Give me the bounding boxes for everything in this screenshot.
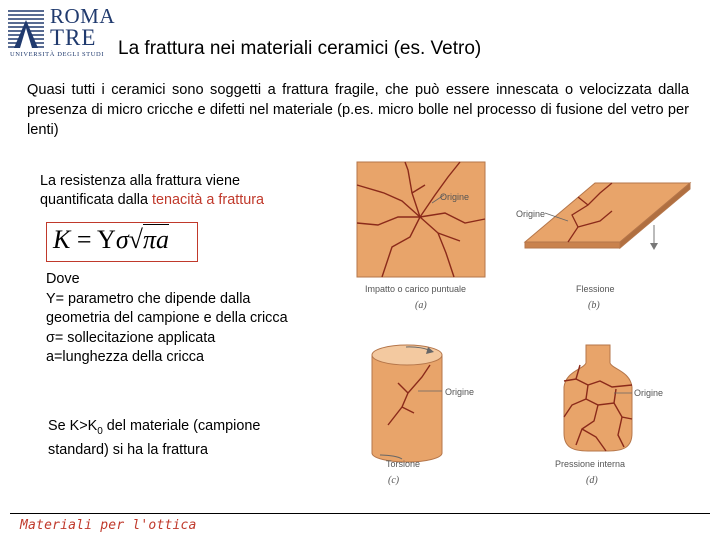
fracture-modes-figure: [350, 155, 710, 500]
def-sigma-text: = sollecitazione applicata: [54, 329, 216, 346]
resistance-line-1: La resistenza alla frattura viene: [40, 173, 240, 189]
panel-a: [357, 162, 485, 311]
panel-c: [372, 345, 474, 486]
logo-roma: ROMA: [50, 4, 116, 28]
def-a: a=lunghezza della cricca: [46, 349, 204, 365]
def-y: Y= parametro che dipende dalla: [46, 290, 251, 307]
condition-line-1: [48, 417, 260, 441]
panel-c-top: [372, 345, 442, 365]
resistance-line-2-prefix: quantificata dalla: [40, 192, 153, 208]
university-logo: [6, 4, 116, 58]
definitions-block: [46, 270, 288, 368]
panel-a-origin: Origine: [440, 192, 470, 202]
slide-title: La frattura nei materiali ceramici (es. Vetro): [118, 38, 482, 59]
intro-paragraph: Quasi tutti i ceramici sono soggetti a frattura fragile, che può essere innescata o velocizzata dalla presenza di micro cricche e difetti nel materiale (p.es. micro bolle nel processo di fusione del vetro per lenti): [27, 82, 689, 138]
panel-d-origin: Origine: [634, 388, 664, 398]
panel-a-caption: Impatto o carico puntuale: [365, 284, 467, 294]
formula-sqrt: √: [128, 225, 143, 254]
panel-d-caption: Pressione interna: [555, 459, 626, 469]
panel-b-front: [525, 242, 620, 248]
formula-k: K: [53, 225, 71, 254]
def-sigma-symbol: σ: [46, 329, 55, 346]
panel-b-caption: Flessione: [576, 284, 615, 294]
panel-d: [555, 345, 663, 486]
def-y-2: geometria del campione e della cricca: [46, 310, 288, 326]
def-dove: Dove: [46, 271, 80, 287]
condition-line-2: standard) si ha la frattura: [48, 442, 208, 459]
logo-tre: TRE: [50, 25, 97, 50]
formula-sigma: σ: [115, 225, 129, 254]
panel-b: [516, 183, 690, 311]
panel-c-letter: (c): [388, 475, 400, 486]
footer-divider: [10, 513, 710, 514]
panel-c-origin: Origine: [445, 387, 475, 397]
resistance-line-2: [40, 191, 264, 210]
fracture-toughness-formula: [53, 225, 169, 255]
condition-sub: 0: [97, 425, 103, 437]
def-sigma: [46, 329, 288, 349]
footer-course: Materiali per l'ottica: [20, 518, 197, 533]
panel-c-caption: Torsione: [386, 459, 421, 469]
panel-b-letter: (b): [588, 300, 600, 311]
fracture-condition: [48, 417, 260, 461]
panel-b-origin: Origine: [516, 209, 546, 219]
resistance-text: [40, 172, 264, 210]
condition-prefix: Se K>K: [48, 418, 98, 434]
formula-eq: = Y: [76, 225, 116, 254]
panel-a-letter: (a): [415, 300, 427, 311]
fracture-toughness-term: tenacità a frattura: [152, 192, 265, 208]
logo-mark-icon: [6, 8, 46, 50]
panel-b-top: [525, 183, 690, 242]
formula-box: [46, 222, 198, 262]
condition-suffix: del materiale (campione: [102, 418, 261, 434]
panel-a-plate: [357, 162, 485, 277]
panel-d-letter: (d): [586, 475, 598, 486]
formula-pia: πa: [142, 225, 169, 254]
panel-d-bottle: [564, 345, 632, 451]
logo-university: UNIVERSITÀ DEGLI STUDI: [10, 51, 105, 58]
